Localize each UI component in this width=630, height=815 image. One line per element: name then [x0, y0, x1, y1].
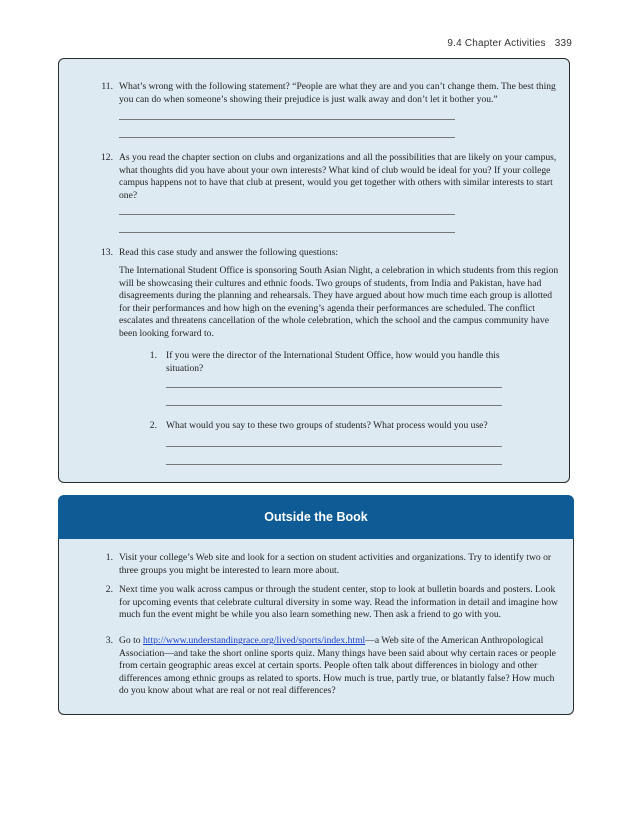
- understandingrace-link[interactable]: http://www.understandingrace.org/lived/sports/index.html: [142, 635, 366, 646]
- question-number: 11.: [101, 81, 113, 92]
- item-text-post: —a Web site of the American Anthropological Association—and take the short online sports quiz. Many things have been said about why certain races or people from certain geographic areas excel at certain sports. People often talk about differences in biology and other differences among ethnic groups as related to sports. How much is true, partly true, or blatantly false? How much do you know about what are real or not real differences?: [119, 635, 556, 697]
- sub-question-number: 1.: [149, 350, 157, 361]
- question-text: What’s wrong with the following statement? “People are what they are and you can’t change them. The best thing you can do when someone’s showing their prejudice is just walk away and don’t let it bother you.”: [119, 81, 556, 105]
- item-text: Next time you walk across campus or through the student center, stop to look at bulletin boards and posters. Look for upcoming events that celebrate cultural diversity in some way. Read the information in detail and imagine how much fun the event might be while you also learn something new. Then ask a friend to go with you.: [119, 584, 558, 621]
- running-head: [447, 38, 572, 49]
- page-number: 339: [554, 38, 572, 49]
- item-number: 2.: [105, 584, 113, 595]
- answer-line[interactable]: [166, 446, 502, 447]
- outside-the-book-box: [58, 539, 574, 715]
- answer-line[interactable]: [119, 232, 455, 233]
- question-text: As you read the chapter section on clubs and organizations and all the possibilities that are likely on your campus, what thoughts did you have about your own interests? What kind of club would be ideal for you? If your college campus happens not to have that club at present, would you get together with others with similar interests to start one?: [119, 152, 557, 201]
- item-text: [119, 635, 559, 698]
- answer-line[interactable]: [119, 119, 455, 120]
- item-text-pre: Go to: [119, 635, 143, 646]
- question-number: 12.: [101, 152, 113, 163]
- sub-question-number: 2.: [149, 420, 157, 431]
- answer-line[interactable]: [119, 214, 455, 215]
- answer-line[interactable]: [119, 137, 455, 138]
- answer-line[interactable]: [166, 405, 502, 406]
- answer-line[interactable]: [166, 387, 502, 388]
- item-text: Visit your college’s Web site and look for a section on student activities and organizations. Try to identify two or three groups you might be interested to learn more about.: [119, 552, 552, 576]
- section-title: 9.4 Chapter Activities: [447, 38, 546, 49]
- sub-question-text: What would you say to these two groups of students? What process would you use?: [166, 420, 488, 431]
- outside-the-book-header: [58, 495, 574, 539]
- item-number: 3.: [105, 635, 113, 646]
- chapter-activities-box: [58, 58, 570, 483]
- item-number: 1.: [105, 552, 113, 563]
- question-text: Read this case study and answer the following questions:: [119, 247, 339, 258]
- answer-line[interactable]: [166, 464, 502, 465]
- outside-the-book-title: Outside the Book: [264, 510, 368, 524]
- question-number: 13.: [101, 247, 113, 258]
- case-study-text: The International Student Office is sponsoring South Asian Night, a celebration in which students from this region will be showcasing their cultures and ethnic foods. Two groups of students, from India and Pakistan, have had disagreements during the planning and rehearsals. They have argued about how much time each group is allotted for their performances and how high on the evening’s agenda their performances are scheduled. The conflict escalates and threatens cancellation of the whole celebration, which the school and the campus community have been looking forward to.: [119, 265, 559, 339]
- sub-question-text: If you were the director of the International Student Office, how would you handle this situation?: [166, 350, 500, 374]
